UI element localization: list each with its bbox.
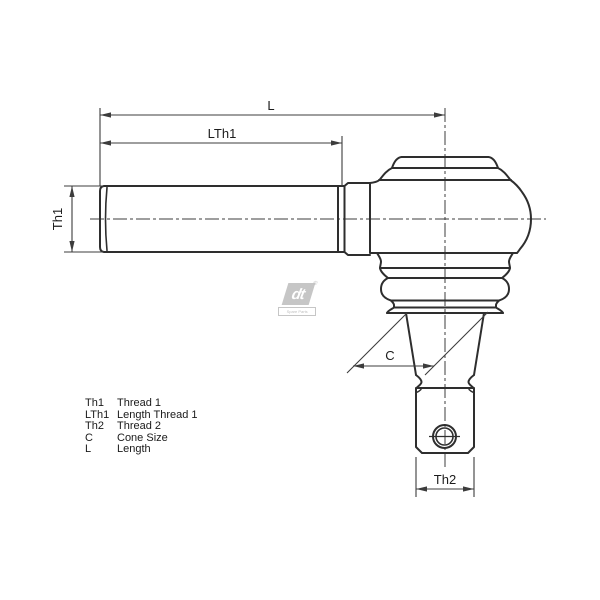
housing-outline <box>370 157 531 253</box>
arrowhead <box>100 112 111 117</box>
cotter-pin-hole <box>429 425 460 448</box>
cone-right-edge <box>474 313 484 375</box>
legend-row <box>85 398 198 410</box>
legend-abbr: Th1 <box>85 397 104 409</box>
arrowhead <box>353 363 364 368</box>
legend <box>85 398 198 456</box>
legend-abbr: C <box>85 431 93 444</box>
legend-desc: Length <box>117 443 151 456</box>
neck-right <box>469 375 475 388</box>
legend-desc: Cone Size <box>117 431 168 444</box>
dimension-label-Th1: Th1 <box>50 207 65 231</box>
dimension-label-C: C <box>385 348 395 363</box>
dimension-label-L: L <box>267 98 275 113</box>
dt-logo-subtitle: Spare Parts <box>286 309 308 314</box>
legend-desc: Length Thread 1 <box>117 408 198 421</box>
arrowhead <box>69 186 74 197</box>
legend-desc: Thread 1 <box>117 397 162 409</box>
arrowhead <box>416 486 427 491</box>
shaft-chamfer-curve <box>106 188 108 251</box>
arrowhead <box>434 112 445 117</box>
dt-spare-parts-logo <box>277 282 317 316</box>
arrowhead <box>69 241 74 252</box>
dimension-L <box>100 108 445 186</box>
dt-logo-mark <box>282 283 316 305</box>
dimension-C <box>347 312 488 375</box>
legend-abbr: L <box>85 443 92 456</box>
registered-trademark-icon: ® <box>311 281 318 287</box>
dt-logo-text: dt <box>290 285 307 303</box>
arrowhead <box>463 486 474 491</box>
neck-left <box>416 375 422 388</box>
oblique-extension-line <box>347 313 407 373</box>
dt-logo-subtitle-box <box>278 307 316 316</box>
arrowhead <box>100 140 111 145</box>
legend-desc: Thread 2 <box>117 420 162 433</box>
dimension-LTh1 <box>100 136 342 186</box>
arrowhead <box>331 140 342 145</box>
legend-row <box>85 444 198 456</box>
legend-abbr: LTh1 <box>85 408 110 421</box>
stud-fillet-left <box>417 390 422 393</box>
legend-abbr: Th2 <box>85 420 104 433</box>
stud-fillet-right <box>469 390 474 393</box>
dimension-label-Th2: Th2 <box>433 472 457 487</box>
dimension-label-LTh1: LTh1 <box>207 126 237 141</box>
